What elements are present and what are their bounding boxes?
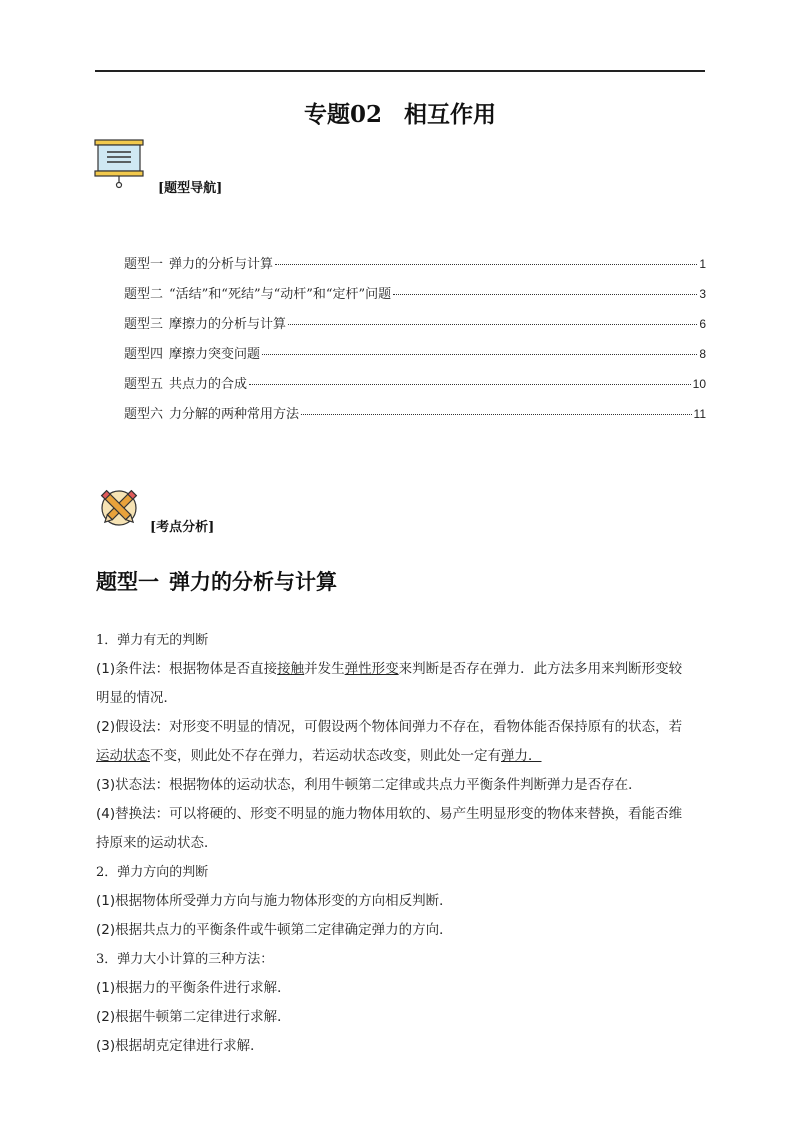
toc-leader-dots — [249, 384, 691, 385]
toc-entry-title: 力分解的两种常用方法 — [169, 407, 300, 422]
paragraph: (1)根据力的平衡条件进行求解． — [96, 980, 291, 996]
text-run: 来判断是否存在弹力．此方法多用来判断形变较 — [398, 661, 683, 677]
title-prefix: 专题02 — [303, 101, 382, 128]
paragraph-continuation: 明显的情况． — [96, 690, 177, 706]
toc-entry-number: 题型三 — [124, 317, 164, 332]
paragraph: (2)根据牛顿第二定律进行求解． — [96, 1009, 291, 1025]
toc-entry-number: 题型二 — [124, 287, 164, 302]
underlined-term: 弹力． — [501, 748, 542, 764]
underlined-term: 接触 — [277, 661, 305, 677]
paragraph-continuation: 持原来的运动状态． — [96, 835, 218, 851]
topic-heading-title: 弹力的分析与计算 — [169, 570, 337, 594]
paragraph: (2)根据共点力的平衡条件或牛顿第二定律确定弹力的方向． — [96, 922, 453, 938]
toc-entry-page: 1 — [699, 257, 706, 271]
toc-entry-page: 11 — [693, 407, 706, 421]
paragraph — [96, 655, 708, 684]
text-run: (1)条件法：根据物体是否直接 — [96, 661, 278, 677]
page-title — [0, 96, 800, 129]
table-of-contents — [124, 253, 706, 433]
title-main: 相互作用 — [404, 101, 496, 128]
paragraph: (4)替换法：可以将硬的、形变不明显的施力物体用软的、易产生明显形变的物体来替换，看能否维 — [96, 806, 683, 822]
topic-heading-number: 题型一 — [96, 570, 159, 594]
paragraph: (3)状态法：根据物体的运动状态，利用牛顿第二定律或共点力平衡条件判断弹力是否存在． — [96, 777, 642, 793]
topic-heading — [96, 566, 337, 596]
paragraph: (1)根据物体所受弹力方向与施力物体形变的方向相反判断． — [96, 893, 453, 909]
subsection-title: 3．弹力大小计算的三种方法： — [96, 952, 274, 967]
text-run: 不变，则此处不存在弹力，若运动状态改变，则此处一定有 — [150, 748, 501, 764]
underlined-term: 弹性形变 — [344, 661, 399, 677]
nav-section-label: [题型导航] — [158, 181, 223, 196]
toc-entry-title: “活结”和“死结”与“动杆”和“定杆”问题 — [169, 287, 392, 302]
toc-entry-page: 10 — [692, 377, 706, 391]
subsection-title: 1．弹力有无的判断 — [96, 633, 209, 648]
toc-entry[interactable] — [124, 373, 706, 403]
toc-entry[interactable] — [124, 253, 706, 283]
toc-entry[interactable] — [124, 283, 706, 313]
toc-entry[interactable] — [124, 403, 706, 433]
toc-entry-page: 8 — [699, 347, 706, 361]
toc-entry-title: 共点力的合成 — [169, 377, 248, 392]
analysis-section-label: [考点分析] — [150, 520, 215, 535]
toc-leader-dots — [262, 354, 697, 355]
toc-entry-title: 摩擦力的分析与计算 — [169, 317, 287, 332]
toc-leader-dots — [288, 324, 697, 325]
toc-entry-title: 摩擦力突变问题 — [169, 347, 261, 362]
underlined-term: 运动状态 — [96, 748, 150, 764]
toc-entry-number: 题型五 — [124, 377, 164, 392]
paragraph: (2)假设法：对形变不明显的情况，可假设两个物体间弹力不存在，看物体能否保持原有的状态，若 — [96, 719, 683, 735]
paragraph-continuation — [96, 742, 708, 771]
paragraph: (3)根据胡克定律进行求解． — [96, 1038, 264, 1054]
toc-entry-page: 6 — [699, 317, 706, 331]
topic-body — [96, 626, 708, 1061]
toc-entry-title: 弹力的分析与计算 — [169, 257, 274, 272]
crossed-pencils-icon — [96, 485, 142, 535]
toc-entry[interactable] — [124, 343, 706, 373]
toc-entry[interactable] — [124, 313, 706, 343]
presentation-board-icon — [93, 137, 145, 193]
toc-leader-dots — [393, 294, 697, 295]
subsection-title: 2．弹力方向的判断 — [96, 865, 209, 880]
toc-leader-dots — [275, 264, 697, 265]
toc-leader-dots — [301, 414, 692, 415]
toc-entry-number: 题型一 — [124, 257, 164, 272]
toc-entry-page: 3 — [699, 287, 706, 301]
toc-entry-number: 题型六 — [124, 407, 164, 422]
text-run: 并发生 — [304, 661, 345, 677]
toc-entry-number: 题型四 — [124, 347, 164, 362]
top-rule — [95, 70, 705, 72]
